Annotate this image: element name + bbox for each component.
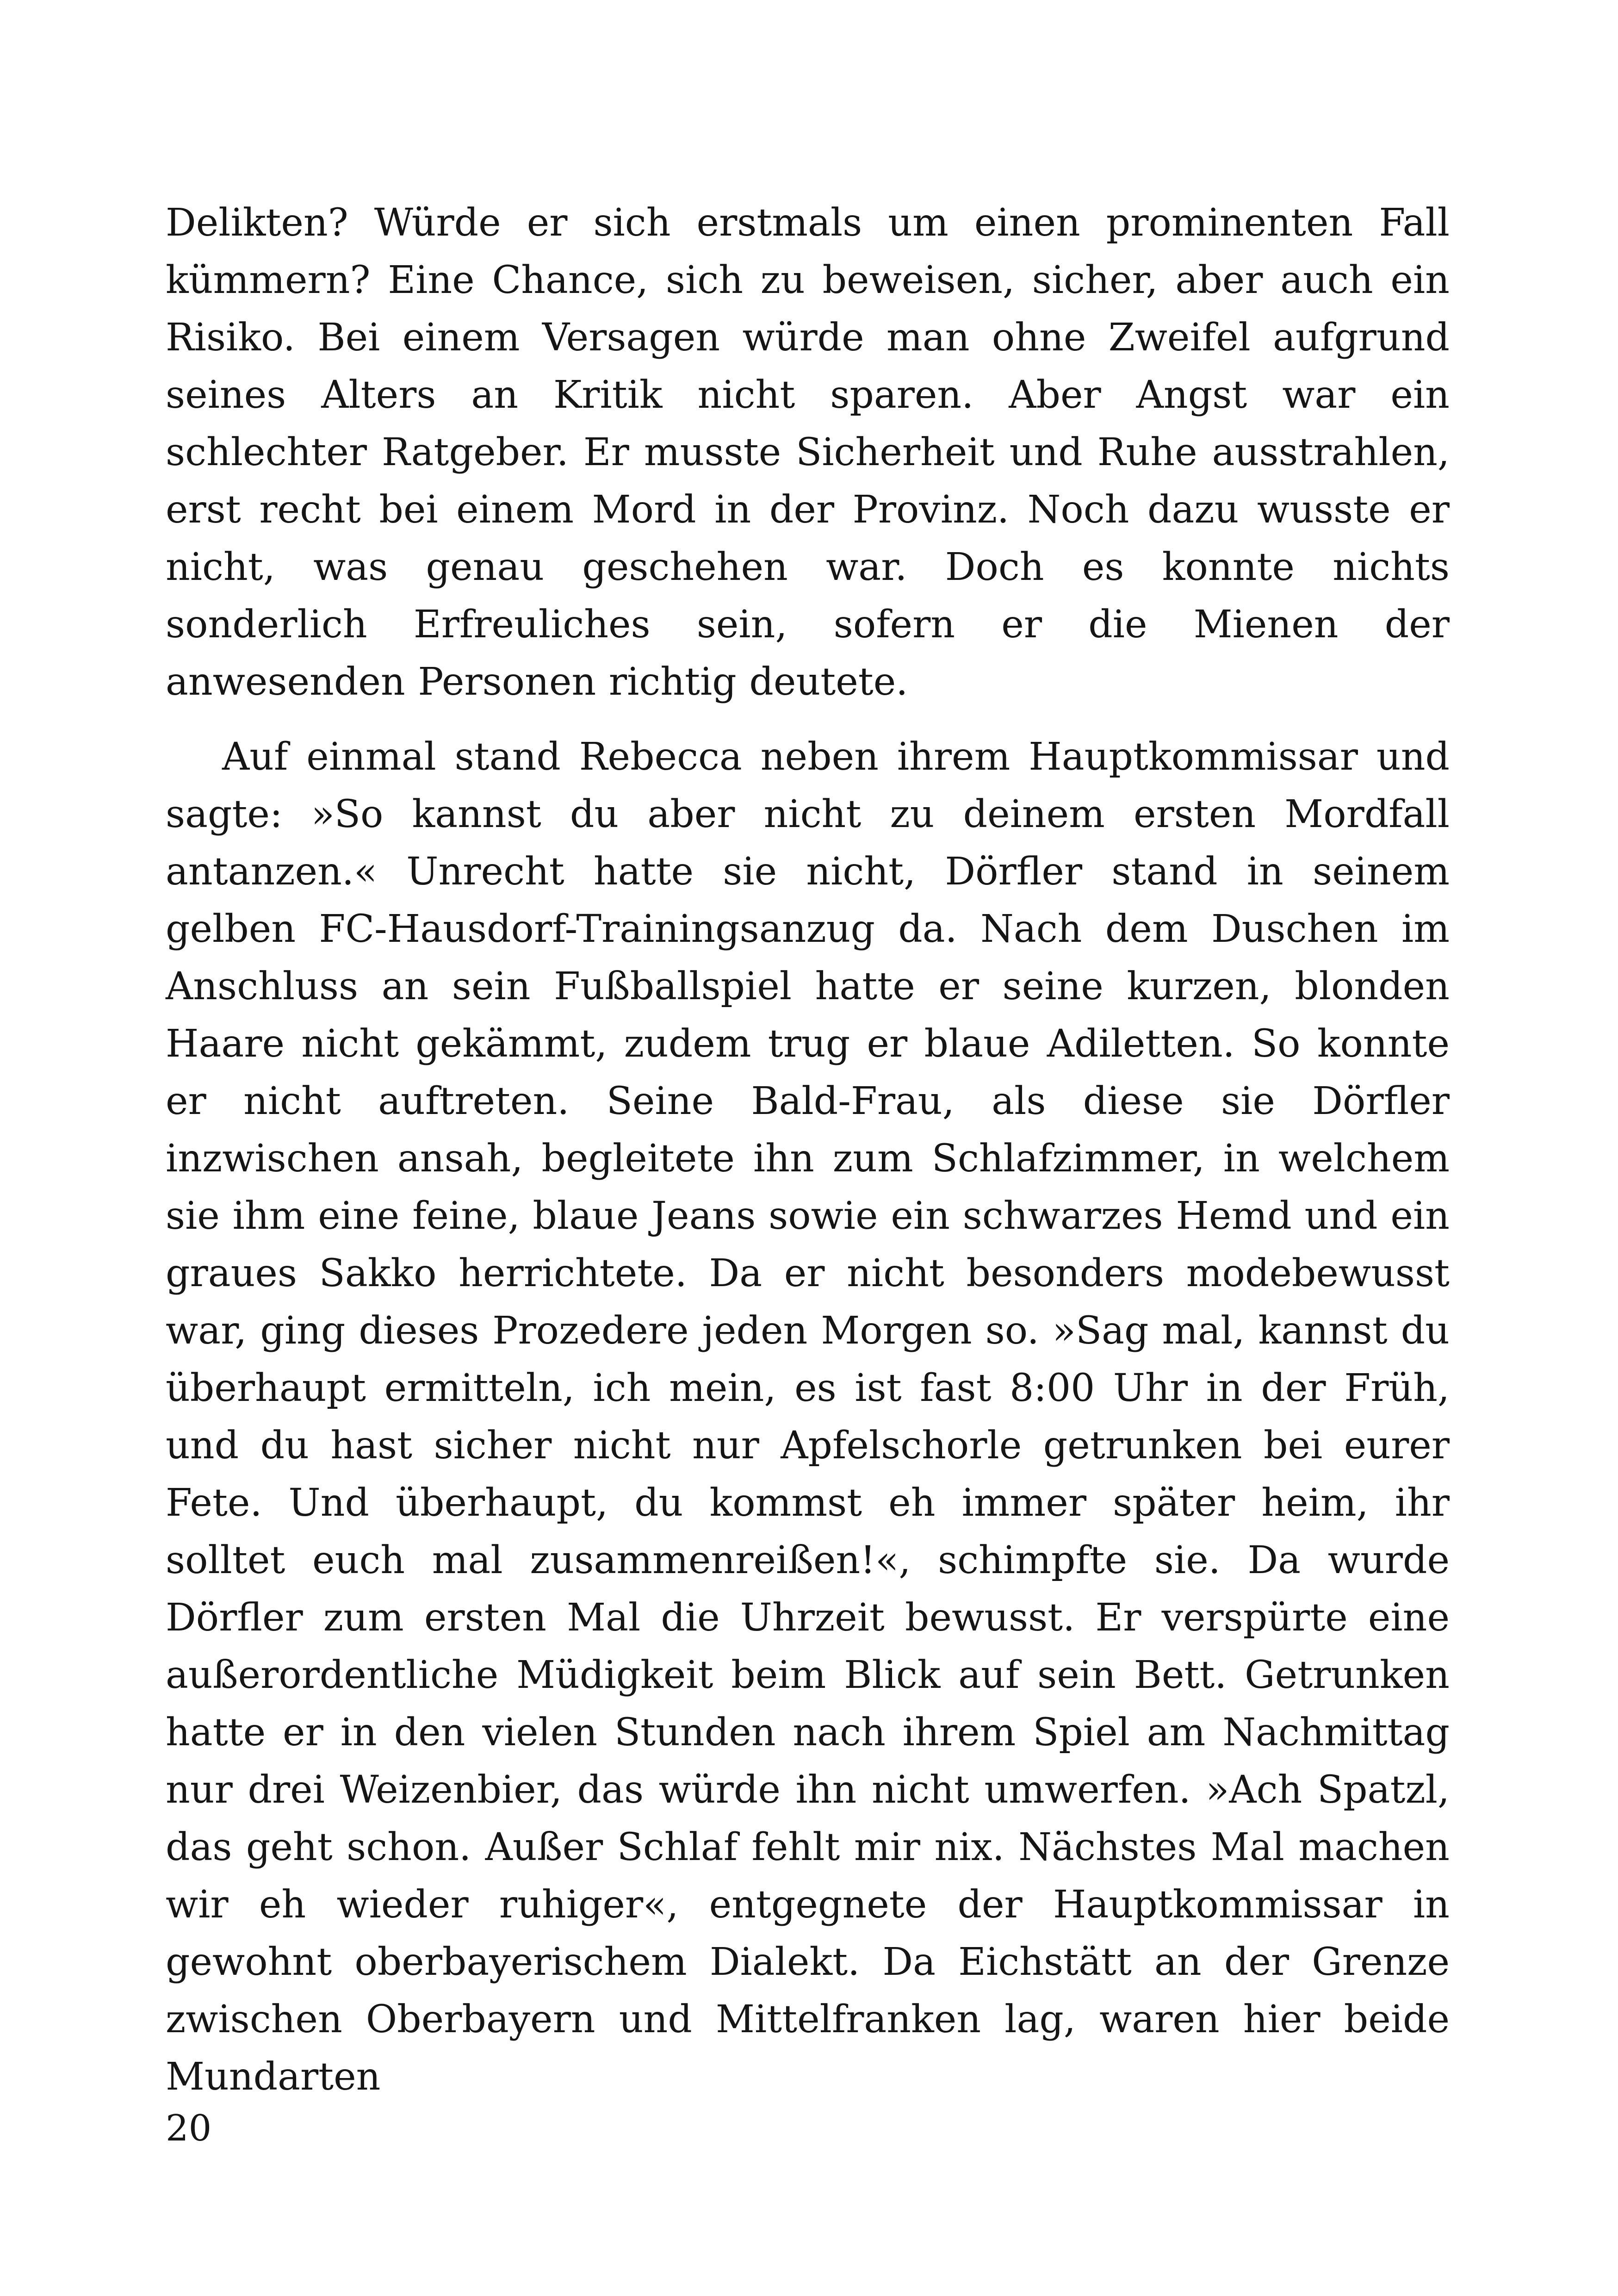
page-number: 20 — [166, 2108, 212, 2149]
paragraph: Delikten? Würde er sich erstmals um einen prominenten Fall kümmern? Eine Chance, sich zu beweisen, sicher, aber auch ein Risiko. Bei einem Versagen würde man ohne Zweifel aufgrund seines Alters an Kritik nicht sparen. Aber Angst war ein schlechter Ratgeber. Er musste Sicherheit und Ruhe ausstrahlen, erst recht bei einem Mord in der Provinz. Noch dazu wusste er nicht, was genau geschehen war. Doch es konnte nichts sonderlich Erfreuliches sein, sofern er die Mienen der anwesenden Personen richtig deutete. — [166, 201, 1450, 704]
body-text — [166, 194, 1450, 2106]
paragraph: Auf einmal stand Rebecca neben ihrem Hauptkommissar und sagte: »So kannst du aber nicht zu deinem ersten Mordfall antanzen.« Unrecht hatte sie nicht, Dörfler stand in seinem gelben FC-Hausdorf-Trainingsanzug da. Nach dem Duschen im Anschluss an sein Fußballspiel hatte er seine kurzen, blonden Haare nicht gekämmt, zudem trug er blaue Adiletten. So konnte er nicht auftreten. Seine Bald-Frau, als diese sie Dörfler inzwischen ansah, begleitete ihn zum Schlafzimmer, in welchem sie ihm eine feine, blaue Jeans sowie ein schwarzes Hemd und ein graues Sakko herrichtete. Da er nicht besonders modebewusst war, ging dieses Prozedere jeden Morgen so. »Sag mal, kannst du überhaupt ermitteln, ich mein, es ist fast 8:00 Uhr in der Früh, und du hast sicher nicht nur Apfelschorle getrunken bei eurer Fete. Und überhaupt, du kommst eh immer später heim, ihr solltet euch mal zusammenreißen!«, schimpfte sie. Da wurde Dörfler zum ersten Mal die Uhrzeit bewusst. Er verspürte eine außerordentliche Müdigkeit beim Blick auf sein Bett. Getrunken hatte er in den vielen Stunden nach ihrem Spiel am Nachmittag nur drei Weizenbier, das würde ihn nicht umwerfen. »Ach Spatzl, das geht schon. Außer Schlaf fehlt mir nix. Nächstes Mal machen wir eh wieder ruhiger«, entgegnete der Hauptkommissar in gewohnt oberbayerischem Dialekt. Da Eichstätt an der Grenze zwischen Oberbayern und Mittelfranken lag, waren hier beide Mundarten — [166, 735, 1450, 2099]
